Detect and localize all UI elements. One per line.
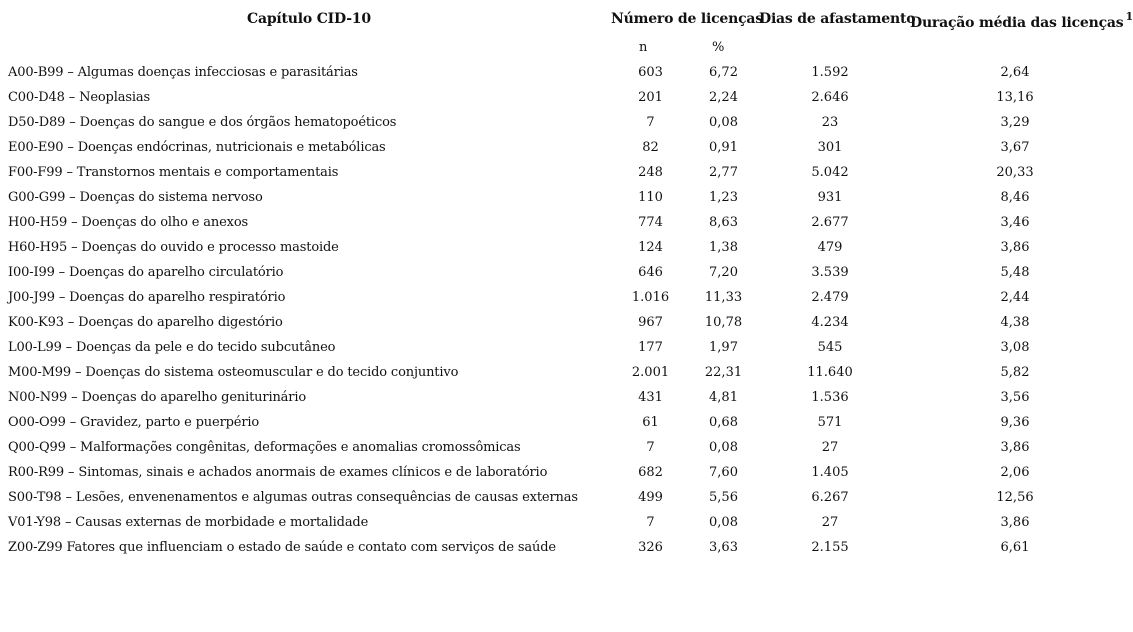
- table-row: [0, 310, 1130, 335]
- header-days: Dias de afastamento: [759, 11, 916, 27]
- row-chapter-label: N00-N99 – Doenças do aparelho geniturinário: [8, 390, 307, 405]
- row-chapter-label: R00-R99 – Sintomas, sinais e achados anormais de exames clínicos e de laboratório: [8, 465, 548, 480]
- row-license-count: 2.001: [631, 365, 670, 380]
- table-row: [0, 435, 1130, 460]
- table-row: [0, 510, 1130, 535]
- row-days-away: 4.234: [811, 315, 849, 330]
- row-days-away: 5.042: [811, 165, 849, 180]
- header-duration-footnote: 1: [1125, 10, 1133, 23]
- row-license-count: 682: [638, 465, 663, 480]
- row-chapter-label: E00-E90 – Doenças endócrinas, nutricionais e metabólicas: [8, 140, 386, 155]
- row-license-count: 82: [642, 140, 659, 155]
- row-license-count: 603: [638, 65, 663, 80]
- table-row: [0, 460, 1130, 485]
- row-license-percent: 7,20: [709, 265, 738, 280]
- table-row: [0, 160, 1130, 185]
- row-chapter-label: H00-H59 – Doenças do olho e anexos: [8, 215, 249, 230]
- table-row: [0, 110, 1130, 135]
- row-chapter-label: K00-K93 – Doenças do aparelho digestório: [8, 315, 283, 330]
- row-days-away: 27: [821, 440, 839, 455]
- row-license-percent: 5,56: [709, 490, 738, 505]
- row-mean-duration: 3,86: [1000, 440, 1030, 455]
- row-days-away: 2.646: [811, 90, 849, 105]
- row-license-percent: 3,63: [709, 540, 738, 555]
- row-license-count: 124: [638, 240, 663, 255]
- row-days-away: 1.592: [811, 65, 849, 80]
- row-mean-duration: 3,67: [1000, 140, 1030, 155]
- row-license-count: 110: [638, 190, 663, 205]
- row-license-count: 1.016: [631, 290, 670, 305]
- row-license-count: 201: [638, 90, 663, 105]
- row-days-away: 479: [817, 240, 843, 255]
- row-mean-duration: 3,46: [1000, 215, 1030, 230]
- row-mean-duration: 3,56: [1000, 390, 1030, 405]
- table-row: [0, 535, 1130, 560]
- row-chapter-label: M00-M99 – Doenças do sistema osteomuscular e do tecido conjuntivo: [8, 365, 459, 380]
- row-license-percent: 8,63: [709, 215, 738, 230]
- row-days-away: 2.155: [811, 540, 849, 555]
- header-duration-label: Duração média das licenças: [910, 15, 1124, 31]
- table-row: [0, 360, 1130, 385]
- row-days-away: 545: [817, 340, 843, 355]
- table-row: [0, 410, 1130, 435]
- table-row: [0, 385, 1130, 410]
- row-mean-duration: 3,08: [1000, 340, 1030, 355]
- row-days-away: 3.539: [811, 265, 849, 280]
- row-license-percent: 0,08: [709, 515, 738, 530]
- row-license-count: 248: [638, 165, 663, 180]
- subheader-percent: %: [712, 40, 725, 55]
- row-mean-duration: 4,38: [1000, 315, 1030, 330]
- row-license-percent: 0,08: [709, 440, 738, 455]
- data-table-body: [0, 60, 1130, 560]
- row-license-percent: 0,91: [709, 140, 738, 155]
- row-chapter-label: I00-I99 – Doenças do aparelho circulatório: [8, 265, 284, 280]
- row-license-count: 61: [642, 415, 659, 430]
- row-license-percent: 0,08: [709, 115, 738, 130]
- row-license-percent: 1,97: [709, 340, 738, 355]
- table-row: [0, 185, 1130, 210]
- row-mean-duration: 2,64: [1000, 65, 1030, 80]
- row-license-percent: 6,72: [709, 65, 738, 80]
- row-days-away: 1.536: [811, 390, 849, 405]
- row-mean-duration: 2,06: [1000, 465, 1030, 480]
- row-days-away: 2.479: [811, 290, 849, 305]
- row-days-away: 301: [817, 140, 843, 155]
- table-row: [0, 260, 1130, 285]
- table-row: [0, 210, 1130, 235]
- table-row: [0, 285, 1130, 310]
- row-mean-duration: 3,86: [1000, 515, 1030, 530]
- row-days-away: 6.267: [811, 490, 849, 505]
- row-mean-duration: 12,56: [996, 490, 1034, 505]
- row-days-away: 11.640: [807, 365, 853, 380]
- row-chapter-label: F00-F99 – Transtornos mentais e comportamentais: [8, 165, 339, 180]
- row-mean-duration: 9,36: [1000, 415, 1030, 430]
- row-license-count: 499: [638, 490, 663, 505]
- row-license-count: 177: [638, 340, 663, 355]
- row-days-away: 27: [821, 515, 839, 530]
- row-license-count: 7: [646, 115, 655, 130]
- subheader-n: n: [639, 40, 648, 55]
- table-row: [0, 485, 1130, 510]
- row-mean-duration: 5,82: [1000, 365, 1030, 380]
- header-licenses: Número de licenças: [611, 11, 763, 27]
- row-chapter-label: C00-D48 – Neoplasias: [8, 90, 150, 105]
- row-license-count: 7: [646, 440, 655, 455]
- row-days-away: 571: [817, 415, 843, 430]
- table-row: [0, 60, 1130, 85]
- row-license-percent: 0,68: [709, 415, 738, 430]
- row-mean-duration: 6,61: [1000, 540, 1030, 555]
- row-days-away: 23: [821, 115, 839, 130]
- row-mean-duration: 5,48: [1000, 265, 1030, 280]
- row-license-count: 431: [638, 390, 663, 405]
- row-license-percent: 7,60: [709, 465, 738, 480]
- table-row: [0, 235, 1130, 260]
- row-chapter-label: V01-Y98 – Causas externas de morbidade e mortalidade: [8, 515, 369, 530]
- row-mean-duration: 8,46: [1000, 190, 1030, 205]
- header-duration: [910, 10, 1133, 31]
- row-mean-duration: 2,44: [1000, 290, 1030, 305]
- row-license-percent: 2,77: [709, 165, 738, 180]
- row-license-count: 967: [638, 315, 663, 330]
- row-days-away: 2.677: [811, 215, 849, 230]
- row-days-away: 1.405: [811, 465, 849, 480]
- row-license-percent: 10,78: [704, 315, 743, 330]
- row-chapter-label: A00-B99 – Algumas doenças infecciosas e parasitárias: [8, 65, 358, 80]
- row-mean-duration: 3,29: [1000, 115, 1030, 130]
- row-license-count: 7: [646, 515, 655, 530]
- row-license-percent: 11,33: [704, 290, 743, 305]
- table-row: [0, 135, 1130, 160]
- header-chapter: Capítulo CID-10: [247, 11, 371, 27]
- table-row: [0, 85, 1130, 110]
- row-license-count: 774: [638, 215, 663, 230]
- table-row: [0, 335, 1130, 360]
- row-license-percent: 22,31: [704, 365, 743, 380]
- row-license-percent: 1,23: [709, 190, 738, 205]
- row-chapter-label: D50-D89 – Doenças do sangue e dos órgãos hematopoéticos: [8, 115, 397, 130]
- row-chapter-label: Z00-Z99 Fatores que influenciam o estado de saúde e contato com serviços de saúde: [8, 540, 556, 555]
- row-license-percent: 2,24: [709, 90, 738, 105]
- row-chapter-label: O00-O99 – Gravidez, parto e puerpério: [8, 415, 260, 430]
- row-days-away: 931: [817, 190, 843, 205]
- row-chapter-label: G00-G99 – Doenças do sistema nervoso: [8, 190, 263, 205]
- row-mean-duration: 13,16: [996, 90, 1034, 105]
- row-mean-duration: 3,86: [1000, 240, 1030, 255]
- row-license-count: 646: [638, 265, 663, 280]
- data-table: [0, 60, 1130, 560]
- row-license-count: 326: [638, 540, 663, 555]
- row-chapter-label: Q00-Q99 – Malformações congênitas, deformações e anomalias cromossômicas: [8, 440, 521, 455]
- row-license-percent: 4,81: [709, 390, 738, 405]
- row-chapter-label: S00-T98 – Lesões, envenenamentos e algumas outras consequências de causas externas: [8, 490, 578, 505]
- row-chapter-label: L00-L99 – Doenças da pele e do tecido subcutâneo: [8, 340, 336, 355]
- row-license-percent: 1,38: [709, 240, 738, 255]
- row-mean-duration: 20,33: [996, 165, 1034, 180]
- row-chapter-label: H60-H95 – Doenças do ouvido e processo mastoide: [8, 240, 339, 255]
- row-chapter-label: J00-J99 – Doenças do aparelho respiratório: [8, 290, 286, 305]
